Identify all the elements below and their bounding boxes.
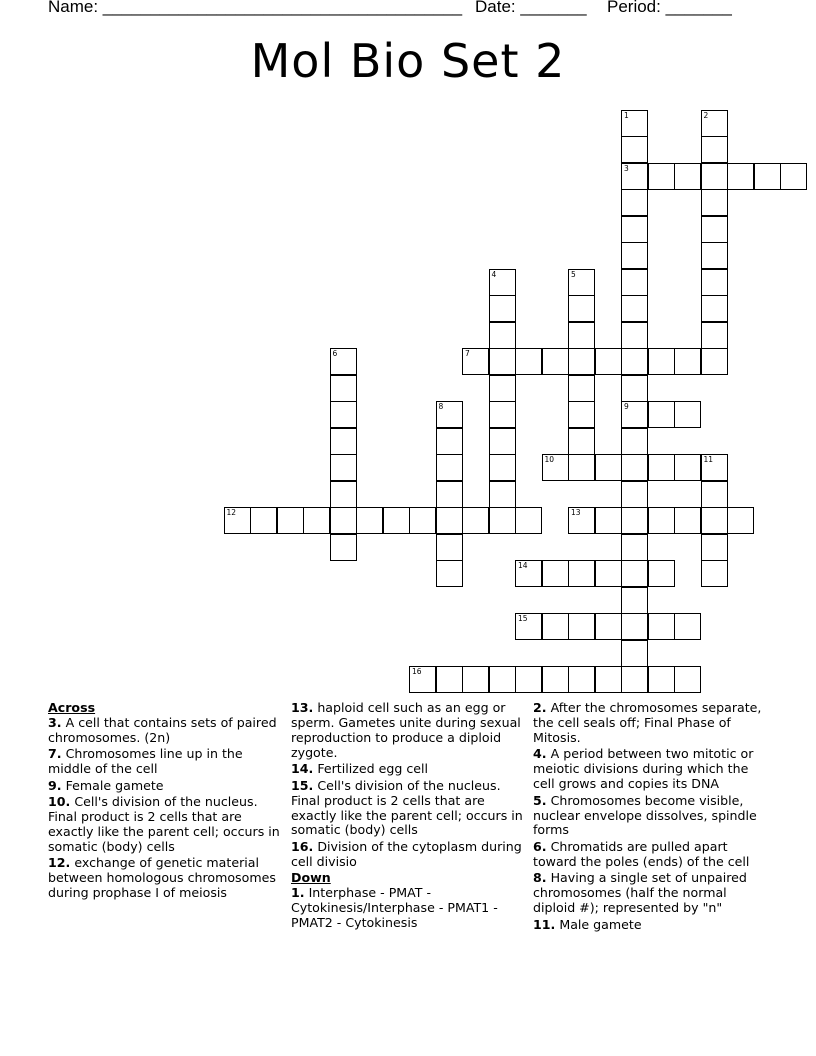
crossword-cell[interactable] bbox=[250, 507, 277, 534]
crossword-cell[interactable] bbox=[701, 269, 728, 296]
crossword-cell[interactable] bbox=[674, 348, 701, 375]
crossword-cell[interactable] bbox=[568, 428, 595, 455]
crossword-cell[interactable] bbox=[701, 322, 728, 349]
crossword-cell[interactable] bbox=[621, 269, 648, 296]
crossword-cell[interactable] bbox=[330, 348, 357, 375]
crossword-cell[interactable] bbox=[701, 507, 728, 534]
crossword-cell[interactable] bbox=[436, 507, 463, 534]
down-clue-list bbox=[291, 886, 527, 931]
crossword-cell[interactable] bbox=[621, 136, 648, 163]
crossword-cell[interactable] bbox=[648, 163, 675, 190]
clue-item bbox=[48, 747, 284, 777]
clue-number: 8 bbox=[438, 402, 444, 411]
crossword-cell[interactable] bbox=[701, 560, 728, 587]
crossword-cell[interactable] bbox=[542, 613, 569, 640]
clue-number: 2 bbox=[703, 110, 709, 120]
crossword-cell[interactable] bbox=[621, 401, 648, 428]
crossword-cell[interactable] bbox=[621, 666, 648, 693]
clue-text: exchange of genetic material between homologous chromosomes during prophase I of meiosis bbox=[48, 855, 276, 901]
clue-item bbox=[533, 871, 769, 916]
crossword-cell[interactable] bbox=[568, 401, 595, 428]
crossword-cell[interactable] bbox=[674, 666, 701, 693]
clue-item bbox=[48, 856, 284, 901]
clue-num: 8. bbox=[533, 870, 547, 886]
crossword-cell[interactable] bbox=[568, 375, 595, 402]
crossword-cell[interactable] bbox=[568, 348, 595, 375]
across-clue-list-continued bbox=[291, 701, 527, 870]
crossword-cell[interactable] bbox=[568, 507, 595, 534]
crossword-cell[interactable] bbox=[595, 560, 622, 587]
crossword-cell[interactable] bbox=[701, 242, 728, 269]
crossword-cell[interactable] bbox=[330, 507, 357, 534]
clue-num: 5. bbox=[533, 792, 547, 808]
clue-num: 1. bbox=[291, 885, 305, 901]
crossword-cell[interactable] bbox=[489, 401, 516, 428]
crossword-cell[interactable] bbox=[489, 428, 516, 455]
clue-text: Interphase - PMAT - Cytokinesis/Interphase - PMAT1 - PMAT2 - Cytokinesis bbox=[291, 885, 498, 931]
crossword-cell[interactable] bbox=[489, 375, 516, 402]
clue-number: 7 bbox=[465, 349, 470, 358]
clue-item bbox=[291, 886, 527, 931]
crossword-cell[interactable] bbox=[595, 454, 622, 481]
crossword-cell[interactable] bbox=[568, 269, 595, 296]
clue-num: 6. bbox=[533, 838, 547, 854]
clue-text: Division of the cytoplasm during cell divisio bbox=[291, 838, 522, 869]
crossword-cell[interactable] bbox=[436, 401, 463, 428]
clue-text: Fertilized egg cell bbox=[317, 761, 429, 777]
clue-text: Chromosomes become visible, nuclear envelope dissolves, spindle forms bbox=[533, 792, 757, 838]
crossword-cell[interactable] bbox=[621, 110, 648, 137]
down-clue-list-continued bbox=[533, 701, 769, 933]
crossword-cell[interactable] bbox=[330, 401, 357, 428]
crossword-cell[interactable] bbox=[674, 454, 701, 481]
crossword-cell[interactable] bbox=[462, 348, 489, 375]
crossword-cell[interactable] bbox=[621, 322, 648, 349]
crossword-cell[interactable] bbox=[674, 613, 701, 640]
crossword-cell[interactable] bbox=[595, 348, 622, 375]
clue-number: 10 bbox=[544, 455, 555, 464]
clue-text: A cell that contains sets of paired chromosomes. (2n) bbox=[48, 714, 277, 745]
crossword-cell[interactable] bbox=[674, 401, 701, 428]
crossword-cell[interactable] bbox=[621, 295, 648, 322]
crossword-cell[interactable] bbox=[568, 295, 595, 322]
crossword-cell[interactable] bbox=[621, 375, 648, 402]
crossword-cell[interactable] bbox=[621, 613, 648, 640]
clue-number: 3 bbox=[624, 163, 629, 173]
period-field[interactable]: Period: _______ bbox=[607, 0, 732, 16]
crossword-cell[interactable] bbox=[701, 189, 728, 216]
crossword-cell[interactable] bbox=[436, 481, 463, 508]
crossword-cell[interactable] bbox=[701, 295, 728, 322]
clue-text: Chromosomes line up in the middle of the cell bbox=[48, 746, 243, 777]
crossword-cell[interactable] bbox=[515, 560, 542, 587]
crossword-cell[interactable] bbox=[727, 507, 754, 534]
crossword-cell[interactable] bbox=[621, 640, 648, 667]
crossword-cell[interactable] bbox=[409, 666, 436, 693]
crossword-cell[interactable] bbox=[595, 666, 622, 693]
clue-num: 10. bbox=[48, 794, 71, 810]
crossword-cell[interactable] bbox=[330, 481, 357, 508]
clue-num: 12. bbox=[48, 855, 71, 871]
crossword-cell[interactable] bbox=[701, 454, 728, 481]
crossword-cell[interactable] bbox=[701, 534, 728, 561]
crossword-cell[interactable] bbox=[489, 348, 516, 375]
clue-num: 7. bbox=[48, 746, 62, 762]
crossword-cell[interactable] bbox=[727, 163, 754, 190]
crossword-cell[interactable] bbox=[515, 507, 542, 534]
crossword-cell[interactable] bbox=[489, 295, 516, 322]
clue-item bbox=[291, 840, 527, 870]
clue-number: 4 bbox=[491, 269, 497, 279]
clue-item bbox=[48, 716, 284, 746]
crossword-cell[interactable] bbox=[542, 348, 569, 375]
clue-num: 11. bbox=[533, 916, 556, 932]
crossword-cell[interactable] bbox=[542, 666, 569, 693]
clue-text: Male gamete bbox=[559, 916, 642, 932]
clue-num: 3. bbox=[48, 714, 62, 730]
crossword-cell[interactable] bbox=[542, 560, 569, 587]
clue-text: Female gamete bbox=[65, 777, 164, 793]
clue-item bbox=[48, 779, 284, 794]
crossword-cell[interactable] bbox=[621, 507, 648, 534]
crossword-cell[interactable] bbox=[409, 507, 436, 534]
crossword-cell[interactable] bbox=[330, 428, 357, 455]
clue-num: 2. bbox=[533, 700, 547, 715]
crossword-cell[interactable] bbox=[489, 666, 516, 693]
crossword-cell[interactable] bbox=[595, 613, 622, 640]
crossword-cell[interactable] bbox=[489, 481, 516, 508]
crossword-cell[interactable] bbox=[621, 481, 648, 508]
crossword-cell[interactable] bbox=[701, 136, 728, 163]
crossword-cell[interactable] bbox=[568, 560, 595, 587]
crossword-cell[interactable] bbox=[780, 163, 807, 190]
crossword-cell[interactable] bbox=[489, 269, 516, 296]
crossword-cell[interactable] bbox=[621, 242, 648, 269]
crossword-cell[interactable] bbox=[277, 507, 304, 534]
crossword-cell[interactable] bbox=[568, 666, 595, 693]
clue-num: 13. bbox=[291, 700, 314, 715]
crossword-cell[interactable] bbox=[489, 322, 516, 349]
clue-number: 5 bbox=[571, 269, 576, 279]
clue-text: After the chromosomes separate, the cell seals off; Final Phase of Mitosis. bbox=[533, 700, 762, 745]
name-field[interactable]: Name: ______________________________________ bbox=[48, 0, 463, 16]
crossword-cell[interactable] bbox=[621, 348, 648, 375]
crossword-cell[interactable] bbox=[648, 348, 675, 375]
crossword-cell[interactable] bbox=[701, 110, 728, 137]
crossword-cell[interactable] bbox=[648, 401, 675, 428]
clue-column-1 bbox=[48, 701, 284, 903]
page-title: Mol Bio Set 2 bbox=[250, 34, 566, 88]
crossword-cell[interactable] bbox=[489, 507, 516, 534]
clue-column-3 bbox=[533, 701, 769, 934]
crossword-cell[interactable] bbox=[621, 189, 648, 216]
crossword-cell[interactable] bbox=[648, 666, 675, 693]
crossword-cell[interactable] bbox=[383, 507, 410, 534]
clue-num: 14. bbox=[291, 761, 314, 777]
crossword-cell[interactable] bbox=[330, 375, 357, 402]
crossword-cell[interactable] bbox=[701, 163, 728, 190]
clue-number: 13 bbox=[571, 508, 581, 517]
clue-column-2 bbox=[291, 701, 527, 933]
crossword-cell[interactable] bbox=[330, 534, 357, 561]
crossword-cell[interactable] bbox=[754, 163, 781, 190]
crossword-cell[interactable] bbox=[621, 428, 648, 455]
crossword-cell[interactable] bbox=[674, 507, 701, 534]
clue-item bbox=[48, 795, 284, 855]
crossword-cell[interactable] bbox=[462, 666, 489, 693]
clue-text: A period between two mitotic or meiotic divisions during which the cell grows and copies its DNA bbox=[533, 746, 754, 792]
crossword-cell[interactable] bbox=[436, 534, 463, 561]
crossword-cell[interactable] bbox=[436, 560, 463, 587]
crossword-cell[interactable] bbox=[674, 163, 701, 190]
crossword-cell[interactable] bbox=[648, 613, 675, 640]
crossword-cell[interactable] bbox=[568, 613, 595, 640]
clue-num: 15. bbox=[291, 777, 314, 793]
clue-number: 1 bbox=[624, 110, 629, 120]
clue-number: 14 bbox=[518, 561, 528, 570]
crossword-cell[interactable] bbox=[701, 216, 728, 243]
crossword-cell[interactable] bbox=[489, 454, 516, 481]
clue-item bbox=[291, 779, 527, 839]
clue-item bbox=[533, 747, 769, 792]
across-heading: Across bbox=[48, 700, 96, 715]
clue-item bbox=[533, 701, 769, 746]
crossword-cell[interactable] bbox=[568, 322, 595, 349]
clue-number: 9 bbox=[624, 402, 629, 411]
crossword-cell[interactable] bbox=[436, 666, 463, 693]
clue-number: 12 bbox=[226, 508, 237, 517]
clue-item bbox=[533, 794, 769, 839]
crossword-cell[interactable] bbox=[621, 560, 648, 587]
crossword-cell[interactable] bbox=[436, 454, 463, 481]
crossword-cell[interactable] bbox=[621, 216, 648, 243]
crossword-cell[interactable] bbox=[515, 613, 542, 640]
crossword-cell[interactable] bbox=[436, 428, 463, 455]
crossword-cell[interactable] bbox=[621, 454, 648, 481]
clue-text: Chromatids are pulled apart toward the poles (ends) of the cell bbox=[533, 838, 750, 869]
clue-item bbox=[533, 840, 769, 870]
crossword-cell[interactable] bbox=[462, 507, 489, 534]
clue-number: 6 bbox=[332, 349, 338, 358]
clue-number: 11 bbox=[703, 455, 714, 464]
crossword-cell[interactable] bbox=[224, 507, 251, 534]
crossword-cell[interactable] bbox=[621, 163, 648, 190]
crossword-cell[interactable] bbox=[621, 534, 648, 561]
down-heading: Down bbox=[291, 870, 331, 886]
crossword-cell[interactable] bbox=[303, 507, 330, 534]
crossword-cell[interactable] bbox=[701, 348, 728, 375]
crossword-cell[interactable] bbox=[330, 454, 357, 481]
clue-text: Cell's division of the nucleus. Final product is 2 cells that are exactly like the parent cell; occurs in somatic (body) cells bbox=[48, 794, 280, 854]
crossword-cell[interactable] bbox=[648, 507, 675, 534]
clue-num: 4. bbox=[533, 746, 547, 762]
clue-num: 16. bbox=[291, 838, 314, 854]
crossword-cell[interactable] bbox=[568, 454, 595, 481]
clue-item bbox=[291, 762, 527, 777]
clue-text: Cell's division of the nucleus. Final product is 2 cells that are exactly like the parent cell; occurs in somatic (body) cells bbox=[291, 777, 523, 838]
crossword-cell[interactable] bbox=[595, 507, 622, 534]
clue-item bbox=[533, 918, 769, 933]
crossword-cell[interactable] bbox=[648, 560, 675, 587]
crossword-cell[interactable] bbox=[701, 481, 728, 508]
clue-num: 9. bbox=[48, 777, 62, 793]
crossword-cell[interactable] bbox=[621, 587, 648, 614]
clue-number: 15 bbox=[518, 614, 528, 623]
clue-item bbox=[291, 701, 527, 761]
crossword-cell[interactable] bbox=[356, 507, 383, 534]
crossword-cell[interactable] bbox=[515, 348, 542, 375]
clue-text: Having a single set of unpaired chromosomes (half the normal diploid #); represented by "n" bbox=[533, 870, 747, 916]
crossword-cell[interactable] bbox=[542, 454, 569, 481]
crossword-cell[interactable] bbox=[515, 666, 542, 693]
crossword-cell[interactable] bbox=[648, 454, 675, 481]
clue-text: haploid cell such as an egg or sperm. Gametes unite during sexual reproduction to produce a diploid zygote. bbox=[291, 700, 521, 760]
date-field[interactable]: Date: _______ bbox=[475, 0, 587, 16]
across-clue-list bbox=[48, 716, 284, 901]
clue-number: 16 bbox=[412, 667, 422, 676]
